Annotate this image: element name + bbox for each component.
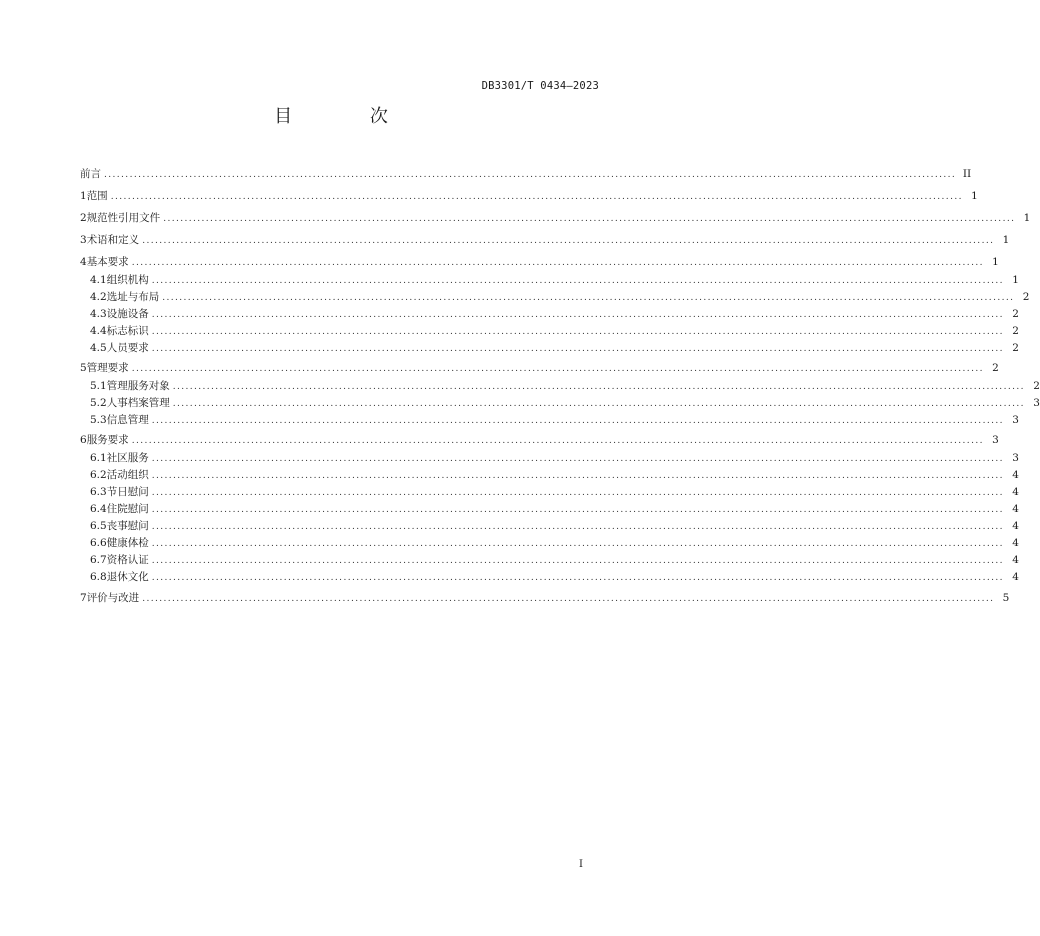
toc-entry-page: 5 <box>1002 592 1010 604</box>
toc-entry-page: 4 <box>1012 469 1019 481</box>
toc-leader-dots: ........................................................................................................................................................................................................ <box>151 416 1004 426</box>
toc-entry[interactable] <box>80 166 972 182</box>
toc-entry-page: II <box>962 168 972 180</box>
toc-entry-page: 1 <box>971 190 978 202</box>
toc-entry-page: 2 <box>1022 291 1030 303</box>
toc-entry-label: 住院慰问 <box>106 503 149 515</box>
toc-entry-number: 4 <box>80 256 87 268</box>
toc-entry-label: 评价与改进 <box>86 592 140 604</box>
toc-entry-label: 范围 <box>86 190 108 202</box>
toc-leader-dots: ........................................................................................................................................................................................................ <box>151 573 1004 583</box>
toc-entry-label: 退休文化 <box>106 571 149 583</box>
toc-entry[interactable] <box>90 272 1019 288</box>
toc-leader-dots: ........................................................................................................................................................................................................ <box>151 310 1004 320</box>
toc-entry-page: 3 <box>1033 397 1040 409</box>
toc-entry-number: 5.2 <box>90 397 107 409</box>
toc-entry-page: 4 <box>1012 571 1019 583</box>
toc-leader-dots: ........................................................................................................................................................................................................ <box>151 454 1004 464</box>
toc-entry-page: 4 <box>1012 503 1019 515</box>
toc-entry-page: 2 <box>992 362 999 374</box>
toc-entry-label: 组织机构 <box>106 274 149 286</box>
toc-entry-page: 1 <box>1023 212 1031 224</box>
toc-entry-number: 4.1 <box>90 274 107 286</box>
toc-entry-page: 1 <box>1002 234 1010 246</box>
toc-entry[interactable] <box>90 467 1019 483</box>
toc-entry[interactable] <box>90 535 1019 551</box>
toc-entry-number: 6 <box>80 434 87 446</box>
toc-entry-page: 4 <box>1012 537 1019 549</box>
toc-leader-dots: ........................................................................................................................................................................................................ <box>151 522 1004 532</box>
toc-entry-page: 3 <box>1012 452 1019 464</box>
toc-entry[interactable] <box>90 569 1019 585</box>
toc-entry-number: 5.3 <box>90 414 107 426</box>
toc-entry-number: 6.7 <box>90 554 107 566</box>
toc-entry-label: 管理服务对象 <box>106 380 170 392</box>
toc-entry[interactable] <box>80 432 999 448</box>
toc-entry[interactable] <box>80 360 999 376</box>
toc-entry[interactable] <box>90 484 1019 500</box>
toc-entry[interactable] <box>90 378 1040 394</box>
toc-title: 目 次 <box>274 106 424 127</box>
toc-entry-number: 6.5 <box>90 520 107 532</box>
toc-leader-dots: ........................................................................................................................................................................................................ <box>151 471 1004 481</box>
toc-entry-number: 7 <box>80 592 87 604</box>
toc-entry-label: 资格认证 <box>106 554 149 566</box>
toc-entry-number: 5 <box>80 362 87 374</box>
toc-entry-number: 6.1 <box>90 452 107 464</box>
toc-entry-label: 丧事慰问 <box>106 520 149 532</box>
toc-entry-page: 4 <box>1012 486 1019 498</box>
toc-entry-label: 规范性引用文件 <box>86 212 161 224</box>
toc-entry[interactable] <box>90 501 1019 517</box>
toc-entry-label: 标志标识 <box>106 325 149 337</box>
toc-entry[interactable] <box>90 340 1019 356</box>
toc-leader-dots: ........................................................................................................................................................................................................ <box>131 436 984 446</box>
toc-entry-page: 2 <box>1033 380 1040 392</box>
toc-leader-dots: ........................................................................................................................................................................................................ <box>172 382 1025 392</box>
toc-leader-dots: ........................................................................................................................................................................................................ <box>151 327 1004 337</box>
toc-entry-label: 管理要求 <box>86 362 129 374</box>
toc-entry[interactable] <box>90 395 1040 411</box>
toc-leader-dots: ........................................................................................................................................................................................................ <box>151 539 1004 549</box>
toc-entry[interactable] <box>90 306 1019 322</box>
toc-entry-page: 4 <box>1012 520 1019 532</box>
toc-entry-label: 术语和定义 <box>86 234 140 246</box>
doc-code-header: DB3301/T 0434—2023 <box>481 80 599 92</box>
toc-entry-page: 1 <box>1012 274 1019 286</box>
toc-entry-label: 健康体检 <box>106 537 149 549</box>
toc-entry-label: 人事档案管理 <box>106 397 170 409</box>
toc-leader-dots: ........................................................................................................................................................................................................ <box>131 364 984 374</box>
toc-entry-number: 2 <box>80 212 87 224</box>
toc-entry-label: 前言 <box>80 168 101 180</box>
toc-entry-number: 1 <box>80 190 87 202</box>
toc-leader-dots: ........................................................................................................................................................................................................ <box>110 192 963 202</box>
toc-entry-label: 人员要求 <box>106 342 149 354</box>
toc-entry-number: 6.6 <box>90 537 107 549</box>
toc-entry-number: 4.2 <box>90 291 107 303</box>
toc-leader-dots: ........................................................................................................................................................................................................ <box>151 556 1004 566</box>
toc-entry-label: 服务要求 <box>86 434 129 446</box>
toc-entry-number: 4.5 <box>90 342 107 354</box>
toc-entry-label: 节日慰问 <box>106 486 149 498</box>
toc-entry[interactable] <box>90 450 1019 466</box>
toc-entry[interactable] <box>80 254 999 270</box>
toc-leader-dots: ........................................................................................................................................................................................................ <box>151 488 1004 498</box>
toc-leader-dots: ........................................................................................................................................................................................................ <box>142 236 995 246</box>
toc-entry-label: 设施设备 <box>106 308 149 320</box>
toc-leader-dots: ........................................................................................................................................................................................................ <box>163 214 1016 224</box>
toc-entry-number: 5.1 <box>90 380 107 392</box>
toc-entry-number: 4.4 <box>90 325 107 337</box>
toc-entry-label: 信息管理 <box>106 414 149 426</box>
toc-entry[interactable] <box>90 289 1030 305</box>
toc-entry-page: 1 <box>992 256 999 268</box>
toc-entry-page: 2 <box>1012 342 1019 354</box>
toc-entry-label: 活动组织 <box>106 469 149 481</box>
toc-entry-number: 3 <box>80 234 87 246</box>
toc-leader-dots: ........................................................................................................................................................................................................ <box>162 293 1015 303</box>
toc-entry-number: 6.8 <box>90 571 107 583</box>
toc-entry-number: 4.3 <box>90 308 107 320</box>
toc-entry-page: 3 <box>1012 414 1019 426</box>
toc-leader-dots: ........................................................................................................................................................................................................ <box>151 505 1004 515</box>
toc-entry-label: 社区服务 <box>106 452 149 464</box>
toc-entry-page: 4 <box>1012 554 1019 566</box>
toc-entry[interactable] <box>80 210 1031 226</box>
toc-entry[interactable] <box>80 188 978 204</box>
toc-leader-dots: ........................................................................................................................................................................................................ <box>131 258 984 268</box>
toc-entry-page: 2 <box>1012 325 1019 337</box>
toc-entry[interactable] <box>80 590 1010 606</box>
toc-leader-dots: ........................................................................................................................................................................................................ <box>104 170 957 180</box>
toc-entry-label: 基本要求 <box>86 256 129 268</box>
toc-entry[interactable] <box>90 323 1019 339</box>
toc-leader-dots: ........................................................................................................................................................................................................ <box>151 276 1004 286</box>
footer-page-number: I <box>579 859 583 870</box>
toc-entry-number: 6.3 <box>90 486 107 498</box>
toc-entry-number: 6.4 <box>90 503 107 515</box>
toc-entry-page: 2 <box>1012 308 1019 320</box>
toc-entry-number: 6.2 <box>90 469 107 481</box>
toc-entry[interactable] <box>90 412 1019 428</box>
toc-entry-label: 选址与布局 <box>106 291 160 303</box>
toc-leader-dots: ........................................................................................................................................................................................................ <box>142 594 995 604</box>
toc-leader-dots: ........................................................................................................................................................................................................ <box>151 344 1004 354</box>
toc-entry[interactable] <box>90 552 1019 568</box>
toc-entry-page: 3 <box>992 434 999 446</box>
toc-leader-dots: ........................................................................................................................................................................................................ <box>172 399 1025 409</box>
toc-entry[interactable] <box>90 518 1019 534</box>
toc-entry[interactable] <box>80 232 1010 248</box>
